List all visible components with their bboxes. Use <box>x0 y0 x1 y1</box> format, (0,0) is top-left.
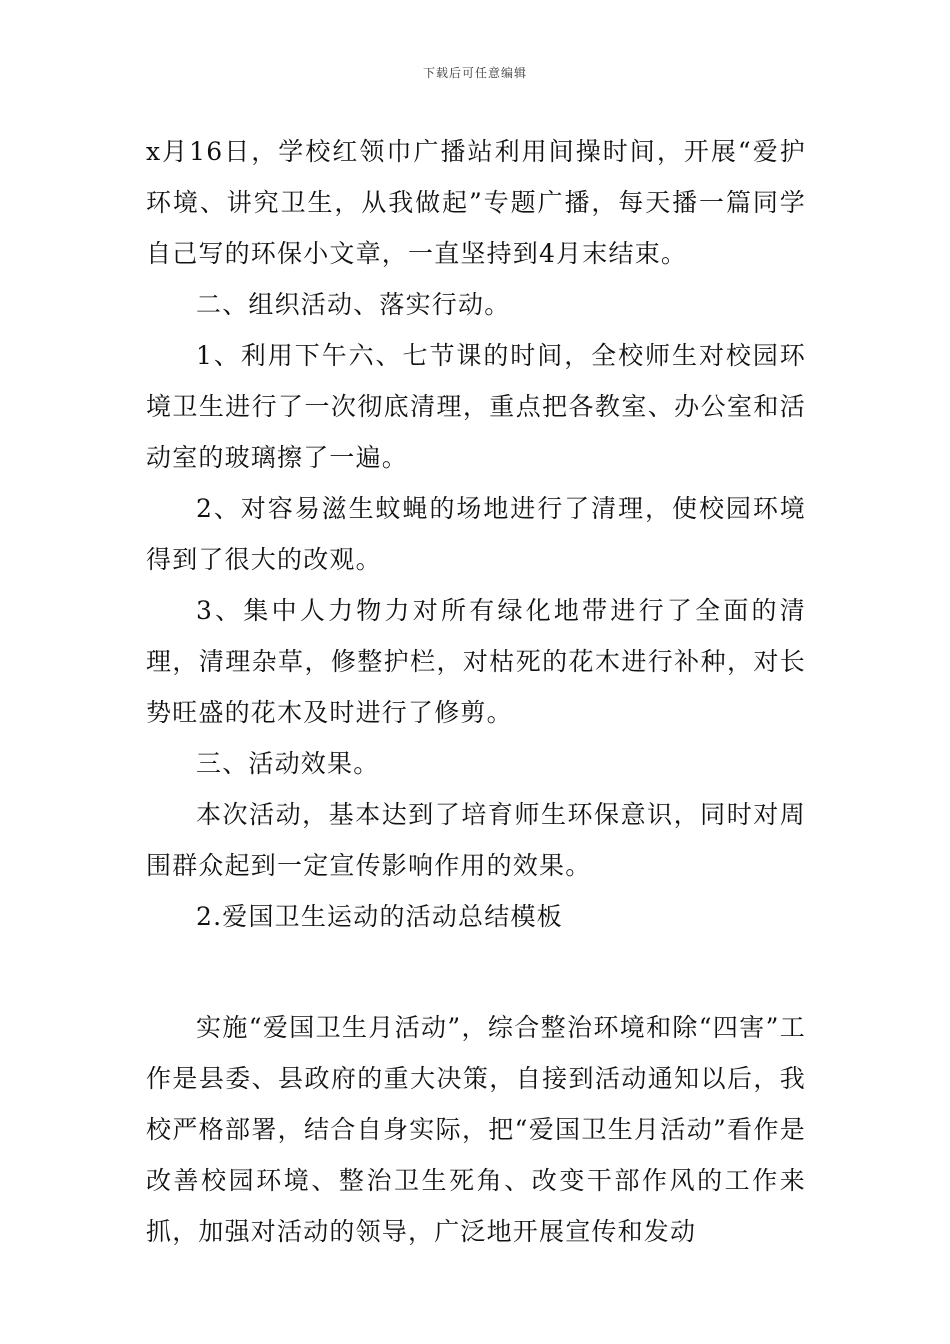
paragraph-broadcast: x月16日，学校红领巾广播站利用间操时间，开展“爱护环境、讲究卫生，从我做起”专题广播，每天播一篇同学自己写的环保小文章，一直坚持到4月末结束。 <box>146 137 806 268</box>
paragraph-item-3: 3、集中人力物力对所有绿化地带进行了全面的清理，清理杂草，修整护栏，对枯死的花木进行补种，对长势旺盛的花木及时进行了修剪。 <box>146 596 806 727</box>
header-note: 下载后可任意编辑 <box>422 66 527 80</box>
section-title-template: 2.爱国卫生运动的活动总结模板 <box>196 902 563 931</box>
paragraph-item-1: 1、利用下午六、七节课的时间，全校师生对校园环境卫生进行了一次彻底清理，重点把各教室、办公室和活动室的玻璃擦了一遍。 <box>146 341 806 472</box>
paragraph-effect: 本次活动，基本达到了培育师生环保意识，同时对周围群众起到一定宣传影响作用的效果。 <box>146 800 806 880</box>
section-gap <box>146 942 806 1002</box>
document-body <box>146 126 806 1257</box>
heading-activity-effect: 三、活动效果。 <box>196 749 380 778</box>
paragraph-patriotic-health: 实施“爱国卫生月活动”，综合整治环境和除“四害”工作是县委、县政府的重大决策，自接到活动通知以后，我校严格部署，结合自身实际，把“爱国卫生月活动”看作是改善校园环境、整治卫生死角、改变干部作风的工作来抓，加强对活动的领导，广泛地开展宣传和发动 <box>146 1013 806 1246</box>
paragraph-item-2: 2、对容易滋生蚊蝇的场地进行了清理，使校园环境得到了很大的改观。 <box>146 494 806 574</box>
heading-organize-activities: 二、组织活动、落实行动。 <box>196 290 511 319</box>
